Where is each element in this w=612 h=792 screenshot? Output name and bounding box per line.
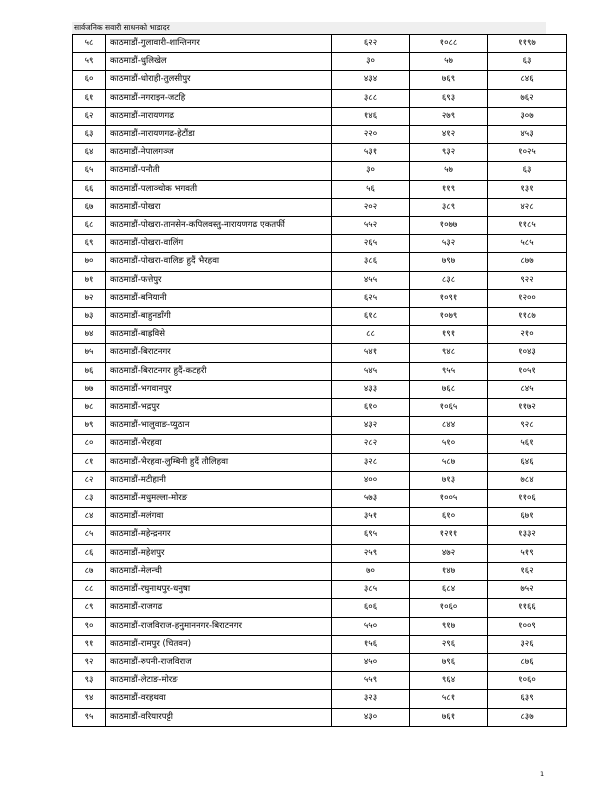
fare-value-1-cell: २०२ [332, 198, 410, 216]
fare-value-1-cell: ३० [332, 53, 410, 71]
fare-value-1-cell: ५५९ [332, 672, 410, 690]
serial-number-cell: ५९ [73, 53, 106, 71]
route-cell: काठमाडौं-पोखरा [106, 198, 332, 216]
serial-number-cell: ७८ [73, 399, 106, 417]
fare-value-2-cell: ५८७ [410, 453, 488, 471]
page-number: 1 [540, 770, 545, 778]
route-cell: काठमाडौं-लेटाङ-मोरङ [106, 672, 332, 690]
table-row [73, 308, 567, 326]
fare-value-3-cell: ४२८ [488, 198, 567, 216]
fare-value-1-cell: २६५ [332, 235, 410, 253]
serial-number-cell: ९४ [73, 690, 106, 708]
table-row [73, 89, 567, 107]
fare-value-2-cell: ५१० [410, 435, 488, 453]
route-cell: काठमाडौं-पनौती [106, 162, 332, 180]
fare-value-3-cell: ६३ [488, 162, 567, 180]
table-row [73, 326, 567, 344]
table-row [73, 435, 567, 453]
fare-value-3-cell: १०६० [488, 672, 567, 690]
fare-value-1-cell: ५५० [332, 617, 410, 635]
route-cell: काठमाडौं-पलाञ्चोक भगवती [106, 180, 332, 198]
fare-value-3-cell: १२०० [488, 289, 567, 307]
table-row [73, 71, 567, 89]
fare-value-2-cell: १०६० [410, 599, 488, 617]
route-cell: काठमाडौं-नेपालगञ्ज [106, 144, 332, 162]
fare-value-3-cell: १०४३ [488, 344, 567, 362]
fare-value-3-cell: ११६६ [488, 599, 567, 617]
fare-value-1-cell: ५४५ [332, 362, 410, 380]
fare-value-2-cell: १०७९ [410, 308, 488, 326]
fare-value-2-cell: ७१३ [410, 471, 488, 489]
route-cell: काठमाडौं-पोखरा-तानसेन-कपिलवस्तु-नारायणगढ एकतर्फी [106, 217, 332, 235]
route-cell: काठमाडौं-रुपनी-राजविराज [106, 653, 332, 671]
route-cell: काठमाडौं-नारायणगढ-हेटौंडा [106, 126, 332, 144]
fare-value-3-cell: ११९७ [488, 35, 567, 53]
serial-number-cell: ९२ [73, 653, 106, 671]
table-row [73, 35, 567, 53]
route-cell: काठमाडौं-भद्रपुर [106, 399, 332, 417]
serial-number-cell: ६४ [73, 144, 106, 162]
fare-value-1-cell: ५४१ [332, 344, 410, 362]
route-cell: काठमाडौं-राजगढ [106, 599, 332, 617]
fare-value-1-cell: ३८६ [332, 253, 410, 271]
route-cell: काठमाडौं-पोखरा-वालिङ हुदैं भैरहवा [106, 253, 332, 271]
fare-value-2-cell: १०६५ [410, 399, 488, 417]
fare-value-1-cell: ४३४ [332, 71, 410, 89]
fare-value-2-cell: १०७७ [410, 217, 488, 235]
fare-value-3-cell: ७६२ [488, 89, 567, 107]
fare-value-2-cell: ७६८ [410, 380, 488, 398]
serial-number-cell: ८० [73, 435, 106, 453]
table-row [73, 672, 567, 690]
fare-value-2-cell: ६९३ [410, 89, 488, 107]
route-cell: काठमाडौं-राजविराज-हनुमाननगर-बिराटनगर [106, 617, 332, 635]
fare-value-3-cell: ८४६ [488, 71, 567, 89]
serial-number-cell: ८१ [73, 453, 106, 471]
route-cell: काठमाडौं-महेशपुर [106, 544, 332, 562]
route-cell: काठमाडौं-बिराटनगर हुदैं-कटहरी [106, 362, 332, 380]
fare-value-1-cell: ६०६ [332, 599, 410, 617]
table-row [73, 253, 567, 271]
serial-number-cell: ८६ [73, 544, 106, 562]
route-cell: काठमाडौं-गुलावारी-शान्तिनगर [106, 35, 332, 53]
serial-number-cell: ९५ [73, 708, 106, 726]
fare-value-3-cell: १०२५ [488, 144, 567, 162]
table-row [73, 162, 567, 180]
fare-value-2-cell: ६८४ [410, 581, 488, 599]
fare-value-2-cell: ९१७ [410, 617, 488, 635]
fare-value-3-cell: ७५२ [488, 581, 567, 599]
serial-number-cell: ६८ [73, 217, 106, 235]
table-row [73, 344, 567, 362]
fare-value-2-cell: ६१० [410, 508, 488, 526]
fare-value-2-cell: १९१ [410, 326, 488, 344]
fare-value-3-cell: ६३९ [488, 690, 567, 708]
fare-value-3-cell: ५६१ [488, 435, 567, 453]
fare-value-3-cell: ३२६ [488, 635, 567, 653]
route-cell: काठमाडौं-मलंगवा [106, 508, 332, 526]
table-row [73, 380, 567, 398]
serial-number-cell: ८२ [73, 471, 106, 489]
table-row [73, 690, 567, 708]
fare-value-3-cell: ८७७ [488, 253, 567, 271]
fare-value-2-cell: ३८९ [410, 198, 488, 216]
fare-value-3-cell: ७८४ [488, 471, 567, 489]
route-cell: काठमाडौं-महेन्द्रनगर [106, 526, 332, 544]
serial-number-cell: ८५ [73, 526, 106, 544]
serial-number-cell: ८८ [73, 581, 106, 599]
table-row [73, 53, 567, 71]
table-row [73, 581, 567, 599]
route-cell: काठमाडौं-भालुवाङ-प्युठान [106, 417, 332, 435]
fare-value-2-cell: १२११ [410, 526, 488, 544]
fare-value-1-cell: ४३० [332, 708, 410, 726]
serial-number-cell: ७९ [73, 417, 106, 435]
serial-number-cell: ६० [73, 71, 106, 89]
fare-value-3-cell: ११७२ [488, 399, 567, 417]
fare-value-1-cell: २५९ [332, 544, 410, 562]
serial-number-cell: ७६ [73, 362, 106, 380]
header-title: सार्वजनिक सवारी साधनको भाडादर [74, 23, 170, 32]
fare-value-1-cell: ६१८ [332, 308, 410, 326]
fare-value-3-cell: ११८७ [488, 308, 567, 326]
route-cell: काठमाडौं-नगराइन-जटहि [106, 89, 332, 107]
serial-number-cell: ६३ [73, 126, 106, 144]
fare-value-1-cell: ३५१ [332, 508, 410, 526]
route-cell: काठमाडौं-वरियारपट्टी [106, 708, 332, 726]
fare-value-2-cell: ५७ [410, 53, 488, 71]
fare-value-2-cell: १००५ [410, 490, 488, 508]
table-row [73, 653, 567, 671]
route-cell: काठमाडौं-नारायणगढ [106, 107, 332, 125]
table-row [73, 198, 567, 216]
serial-number-cell: ९१ [73, 635, 106, 653]
fare-value-3-cell: ९२८ [488, 417, 567, 435]
fare-value-2-cell: ११९ [410, 180, 488, 198]
fare-value-3-cell: ६३ [488, 53, 567, 71]
table-row [73, 417, 567, 435]
fare-value-1-cell: ४५० [332, 653, 410, 671]
fare-value-1-cell: ६९५ [332, 526, 410, 544]
route-cell: काठमाडौं-मटीहानी [106, 471, 332, 489]
route-cell: काठमाडौं-बाह्रविसे [106, 326, 332, 344]
route-cell: काठमाडौं-रघुनाथपुर-धनुषा [106, 581, 332, 599]
fare-value-2-cell: ७६१ [410, 708, 488, 726]
fare-value-3-cell: ५८५ [488, 235, 567, 253]
route-cell: काठमाडौं-मेलन्ची [106, 562, 332, 580]
fare-value-2-cell: ४१२ [410, 126, 488, 144]
fare-value-2-cell: ५७ [410, 162, 488, 180]
fare-value-1-cell: ८८ [332, 326, 410, 344]
fare-value-3-cell: ५१९ [488, 544, 567, 562]
fare-value-1-cell: ३२८ [332, 453, 410, 471]
serial-number-cell: ७५ [73, 344, 106, 362]
table-row [73, 271, 567, 289]
serial-number-cell: ६२ [73, 107, 106, 125]
table-row [73, 126, 567, 144]
fare-value-1-cell: २२० [332, 126, 410, 144]
serial-number-cell: ७२ [73, 289, 106, 307]
fare-value-3-cell: ६४६ [488, 453, 567, 471]
fare-value-3-cell: ४५३ [488, 126, 567, 144]
serial-number-cell: ६५ [73, 162, 106, 180]
fare-value-2-cell: ९४८ [410, 344, 488, 362]
fare-value-1-cell: ३२३ [332, 690, 410, 708]
table-row [73, 562, 567, 580]
fare-value-2-cell: ८३८ [410, 271, 488, 289]
fare-value-2-cell: ७९७ [410, 253, 488, 271]
serial-number-cell: ९० [73, 617, 106, 635]
serial-number-cell: ७३ [73, 308, 106, 326]
table-row [73, 399, 567, 417]
serial-number-cell: ८९ [73, 599, 106, 617]
serial-number-cell: ६६ [73, 180, 106, 198]
serial-number-cell: ६९ [73, 235, 106, 253]
serial-number-cell: ६७ [73, 198, 106, 216]
fare-value-2-cell: ९५५ [410, 362, 488, 380]
fare-value-3-cell: ९२२ [488, 271, 567, 289]
route-cell: काठमाडौं-धोराही-तुलसीपुर [106, 71, 332, 89]
table-row [73, 490, 567, 508]
route-cell: काठमाडौं-धुलिखेल [106, 53, 332, 71]
fare-value-1-cell: ५७३ [332, 490, 410, 508]
fare-value-1-cell: ४३३ [332, 380, 410, 398]
fare-value-1-cell: ५६ [332, 180, 410, 198]
fare-value-3-cell: ६७१ [488, 508, 567, 526]
table-row [73, 544, 567, 562]
serial-number-cell: ६१ [73, 89, 106, 107]
fare-value-2-cell: ९३२ [410, 144, 488, 162]
document-header [72, 22, 546, 34]
fare-value-2-cell: ७९६ [410, 653, 488, 671]
fare-value-2-cell: १०८८ [410, 35, 488, 53]
fare-table [72, 34, 567, 727]
fare-value-1-cell: ४५५ [332, 271, 410, 289]
table-row [73, 107, 567, 125]
fare-value-3-cell: १०५१ [488, 362, 567, 380]
fare-value-3-cell: १३३२ [488, 526, 567, 544]
fare-value-2-cell: १४७ [410, 562, 488, 580]
fare-value-2-cell: ७६९ [410, 71, 488, 89]
fare-value-3-cell: २१० [488, 326, 567, 344]
fare-value-3-cell: १६२ [488, 562, 567, 580]
serial-number-cell: ९३ [73, 672, 106, 690]
fare-value-2-cell: ९६४ [410, 672, 488, 690]
fare-value-2-cell: ८४४ [410, 417, 488, 435]
fare-value-1-cell: ३० [332, 162, 410, 180]
table-row [73, 235, 567, 253]
table-row [73, 362, 567, 380]
fare-value-3-cell: ३०७ [488, 107, 567, 125]
fare-value-2-cell: २९६ [410, 635, 488, 653]
fare-value-2-cell: ५३२ [410, 235, 488, 253]
route-cell: काठमाडौं-बनियानी [106, 289, 332, 307]
fare-value-3-cell: १३१ [488, 180, 567, 198]
table-row [73, 526, 567, 544]
serial-number-cell: ८४ [73, 508, 106, 526]
fare-value-2-cell: ५८१ [410, 690, 488, 708]
fare-value-3-cell: ८४५ [488, 380, 567, 398]
table-row [73, 617, 567, 635]
route-cell: काठमाडौं-भगवानपुर [106, 380, 332, 398]
fare-value-1-cell: ६२२ [332, 35, 410, 53]
table-row [73, 453, 567, 471]
serial-number-cell: ७० [73, 253, 106, 271]
table-row [73, 508, 567, 526]
route-cell: काठमाडौं-वरहथवा [106, 690, 332, 708]
fare-value-1-cell: १४६ [332, 107, 410, 125]
fare-value-1-cell: ६२५ [332, 289, 410, 307]
route-cell: काठमाडौं-बाहुनडाँगी [106, 308, 332, 326]
serial-number-cell: ७१ [73, 271, 106, 289]
serial-number-cell: ८३ [73, 490, 106, 508]
table-row [73, 471, 567, 489]
fare-value-1-cell: १५६ [332, 635, 410, 653]
fare-table-body [73, 35, 567, 727]
fare-value-2-cell: १०९१ [410, 289, 488, 307]
fare-value-3-cell: ११०६ [488, 490, 567, 508]
fare-value-3-cell: ११८५ [488, 217, 567, 235]
route-cell: काठमाडौं-रामपुर (चितवन) [106, 635, 332, 653]
table-row [73, 599, 567, 617]
fare-value-1-cell: ३८८ [332, 89, 410, 107]
fare-value-1-cell: ३८५ [332, 581, 410, 599]
fare-value-1-cell: ५३१ [332, 144, 410, 162]
fare-value-2-cell: २७९ [410, 107, 488, 125]
fare-value-3-cell: ८७६ [488, 653, 567, 671]
serial-number-cell: ७७ [73, 380, 106, 398]
route-cell: काठमाडौं-मधुमल्ला-मोरङ [106, 490, 332, 508]
fare-value-1-cell: ४३२ [332, 417, 410, 435]
table-row [73, 708, 567, 726]
table-row [73, 180, 567, 198]
fare-value-1-cell: ५५२ [332, 217, 410, 235]
table-row [73, 289, 567, 307]
route-cell: काठमाडौं-फत्तेपुर [106, 271, 332, 289]
route-cell: काठमाडौं-भैरहवा-लुम्बिनी हुदैं तौलिहवा [106, 453, 332, 471]
fare-value-1-cell: ७० [332, 562, 410, 580]
fare-value-1-cell: ४०० [332, 471, 410, 489]
serial-number-cell: ५८ [73, 35, 106, 53]
route-cell: काठमाडौं-पोखरा-वालिंग [106, 235, 332, 253]
table-row [73, 635, 567, 653]
serial-number-cell: ८७ [73, 562, 106, 580]
route-cell: काठमाडौं-बिराटनगर [106, 344, 332, 362]
table-row [73, 217, 567, 235]
serial-number-cell: ७४ [73, 326, 106, 344]
route-cell: काठमाडौं-भैरहवा [106, 435, 332, 453]
table-row [73, 144, 567, 162]
fare-value-1-cell: ६१० [332, 399, 410, 417]
fare-value-3-cell: १००९ [488, 617, 567, 635]
fare-value-3-cell: ८३७ [488, 708, 567, 726]
fare-value-1-cell: २८२ [332, 435, 410, 453]
fare-value-2-cell: ४७२ [410, 544, 488, 562]
